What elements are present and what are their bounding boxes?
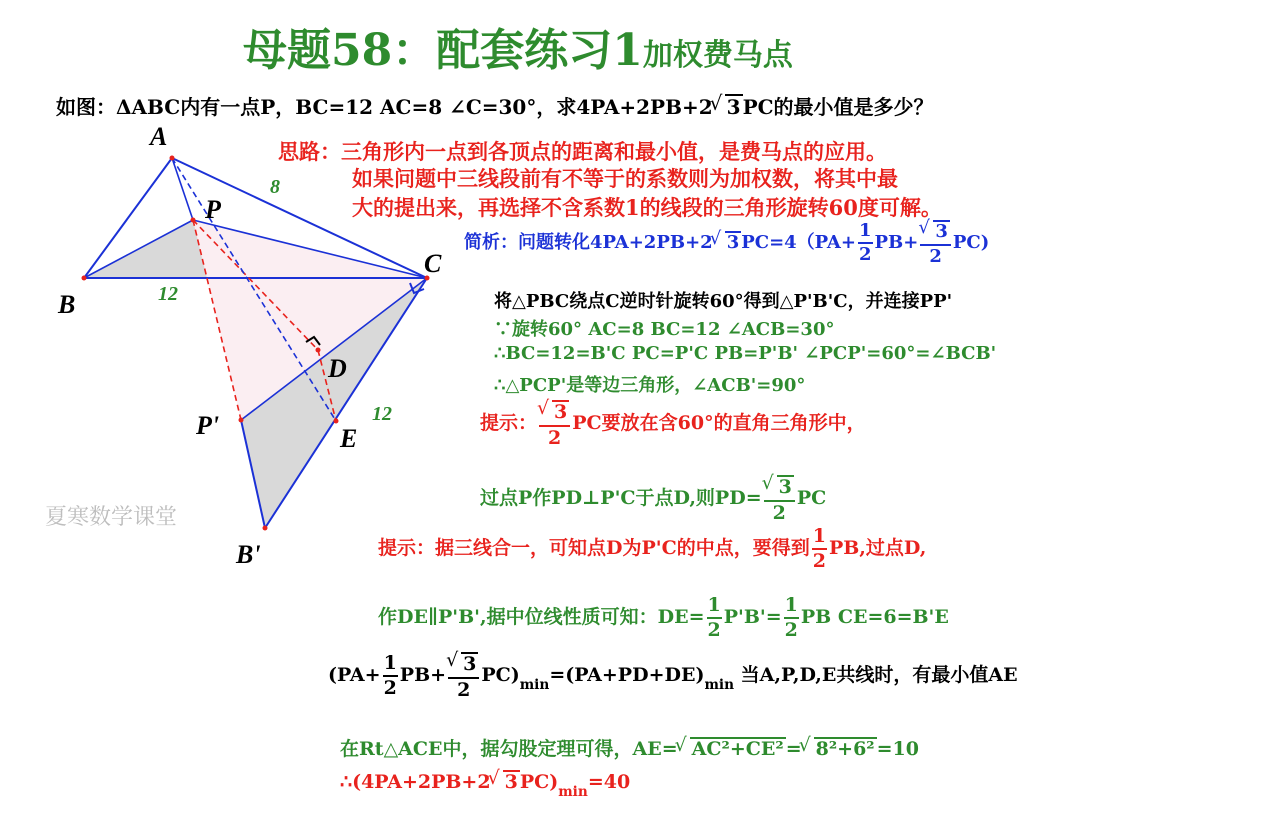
page-title — [243, 14, 793, 78]
label-b: B — [58, 290, 76, 319]
idea-line-1: 思路：三角形内一点到各顶点的距离和最小值，是费马点的应用。 — [278, 139, 887, 164]
label-a: A — [150, 122, 168, 151]
step-2: ∵旋转60° AC=8 BC=12 ∠ACB=30° — [494, 319, 835, 340]
fraction-sqrt3-2: √ $\frac{3}{2}$ — [920, 220, 951, 266]
fraction-1-2: $\frac{1}{2}$ — [858, 219, 872, 265]
label-p: P — [205, 195, 221, 224]
title-main: 母题58：配套练习1 — [243, 25, 643, 76]
simplify-line: 简析：问题转化4PA+2PB+2√ 3 PC=4（PA+ $\frac{1}{2}$ PB+ √ $\frac{3}{2}$ PC) — [464, 220, 989, 266]
step-3: ∴BC=12=B'C PC=P'C PB=P'B' ∠PCP'=60°=∠BCB' — [494, 343, 997, 364]
length-bc: 12 — [158, 283, 178, 305]
label-b-prime: B' — [236, 540, 261, 569]
label-e: E — [340, 424, 358, 453]
pd-line: 过点P作PD⊥P'C于点D,则PD= √ $\frac{3}{2}$ PC — [480, 475, 826, 523]
label-p-prime: P' — [196, 411, 220, 440]
pythagoras-line: 在Rt△ACE中，据勾股定理可得，AE=√ AC²+CE² =√ 8²+6² =10 — [340, 734, 919, 761]
hint-1: 提示： √ $\frac{3}{2}$ PC要放在含60°的直角三角形中， — [480, 400, 866, 448]
problem-statement: 如图：ΔABC内有一点P，BC=12 AC=8 ∠C=30°，求4PA+2PB+2√ 3 PC的最小值是多少？ — [56, 91, 934, 120]
de-line: 作DE∥P'B',据中位线性质可知：DE= $\frac{1}{2}$ P'B'= $\frac{1}{2}$ PB CE=6=B'E — [378, 594, 949, 641]
sqrt-3: √ 3 — [725, 94, 743, 118]
watermark: 夏寒数学课堂 — [45, 505, 178, 530]
hint-2: 提示：据三线合一，可知点D为P'C的中点，要得到 $\frac{1}{2}$ PB,过点D, — [378, 525, 927, 572]
length-ac: 8 — [270, 176, 280, 198]
idea-line-2: 如果问题中三线段前有不等于的系数则为加权数，将其中最 — [352, 166, 898, 191]
label-c: C — [424, 249, 442, 278]
step-1: 将△PBC绕点C逆时针旋转60°得到△P'B'C，并连接PP' — [494, 291, 953, 312]
step-4: ∴△PCP'是等边三角形，∠ACB'=90° — [494, 375, 806, 396]
label-d: D — [328, 354, 347, 383]
min-line: (PA+ $\frac{1}{2}$ PB+ √ $\frac{3}{2}$ $PC)_{min}=(PA+PD+DE)_{min}$ 当A,P,D,E共线时，有最小值AE — [328, 652, 1018, 700]
idea-line-3: 大的提出来，再选择不含系数1的线段的三角形旋转60度可解。 — [352, 195, 942, 220]
answer-line: ∴(4PA+2PB+2√ 3 $PC)_{min}=40$ — [340, 770, 630, 800]
length-ce: 12 — [372, 403, 392, 425]
title-sub: 加权费马点 — [642, 38, 793, 73]
